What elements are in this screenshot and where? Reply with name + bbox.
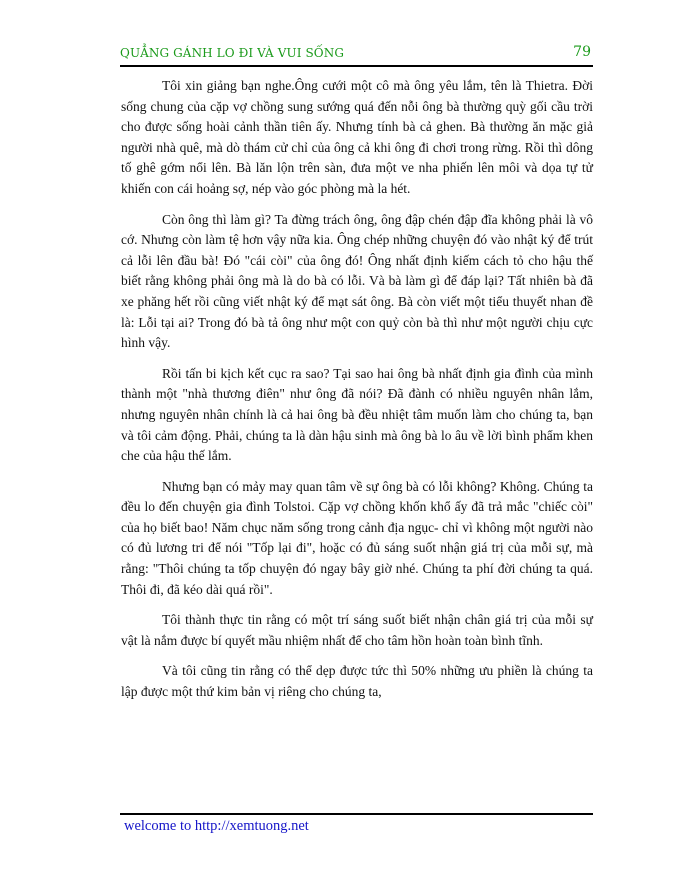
paragraph: Tôi thành thực tin rằng có một trí sáng suốt biết nhận chân giá trị của mỗi sự vật là nắm được bí quyết mầu nhiệm nhất để cho tâm hồn hoàn toàn bình tĩnh. (121, 612, 593, 648)
page-header (120, 44, 593, 66)
footer-link[interactable]: welcome to http://xemtuong.net (124, 818, 309, 834)
footer-rule (120, 813, 593, 815)
body-text (121, 76, 593, 713)
paragraph: Nhưng bạn có mảy may quan tâm về sự ông bà có lỗi không? Không. Chúng ta đều lo đến chuyện gia đình Tolstoi. Cặp vợ chồng khốn khổ ấy đã trả mắc "chiếc còi" của họ biết bao! Năm chục năm sống trong cảnh địa ngục- chỉ vì không một người nào có đủ lương tri để nói "Tốp lại đi", hoặc có đủ sáng suốt nhận giá trị của mỗi sự, mà rằng: "Thôi chúng ta tốp chuyện đó ngay bây giờ nhé. Chúng ta phí đời chúng ta quá. Thôi đi, đã kéo dài quá rồi". (121, 478, 593, 597)
paragraph: Còn ông thì làm gì? Ta đừng trách ông, ông đập chén đập đĩa không phải là vô cớ. Nhưng còn làm tệ hơn vậy nữa kia. Ông chép những chuyện đó vào nhật ký để trút cả lỗi lên đầu bà! Đó "cái còi" của ông đó! Ông nhất định kiếm cách tỏ cho hậu thế biết rằng không phải ông mà là do bà có lỗi. Và bà làm gì để đáp lại? Tất nhiên bà đã xe phăng hết rồi cũng viết nhật ký để mạt sát ông. Bà còn viết một tiểu thuyết nhan đề là: Lỗi tại ai? Trong đó bà tả ông như một con quỷ còn bà thì như một người chịu cực hình vậy. (121, 211, 593, 351)
paragraph: Tôi xin giảng bạn nghe.Ông cưới một cô mà ông yêu lắm, tên là Thietra. Đời sống chung của cặp vợ chồng sung sướng quá đến nỗi ông bà thường quỳ gối cầu trời cho được sống hoài cảnh thần tiên ấy. Nhưng tính bà cả ghen. Bà thường ăn mặc giả người nhà quê, mà dò thám cử chỉ của ông cả khi ông đi chơi trong rừng. Rồi thì dông tố ghê gớm nổi lên. Bà lăn lộn trên sàn, đưa một ve nha phiến lên môi và dọa tự tử khiến con cái hoảng sợ, nép vào góc phòng mà la hét. (121, 78, 593, 196)
running-title: QUẲNG GÁNH LO ĐI VÀ VUI SỐNG (120, 46, 345, 60)
page-number: 79 (573, 44, 591, 60)
paragraph: Rồi tấn bi kịch kết cục ra sao? Tại sao hai ông bà nhất định gia đình của mình thành một "nhà thương điên" như ông đã nói? Đã đành có nhiều nguyên nhân lắm, nhưng nguyên nhân chính là cả hai ông bà đều nhiệt tâm muốn làm cho chúng ta, bạn và tôi cảm động. Phải, chúng ta là dàn hậu sinh mà ông bà lo âu về lời bình phẩm khen che của hậu thế lắm. (121, 365, 593, 464)
paragraph: Và tôi cũng tin rằng có thể dẹp được tức thì 50% những ưu phiền là chúng ta lập được một thứ kim bản vị riêng cho chúng ta, (121, 663, 593, 700)
header-rule (120, 65, 593, 67)
